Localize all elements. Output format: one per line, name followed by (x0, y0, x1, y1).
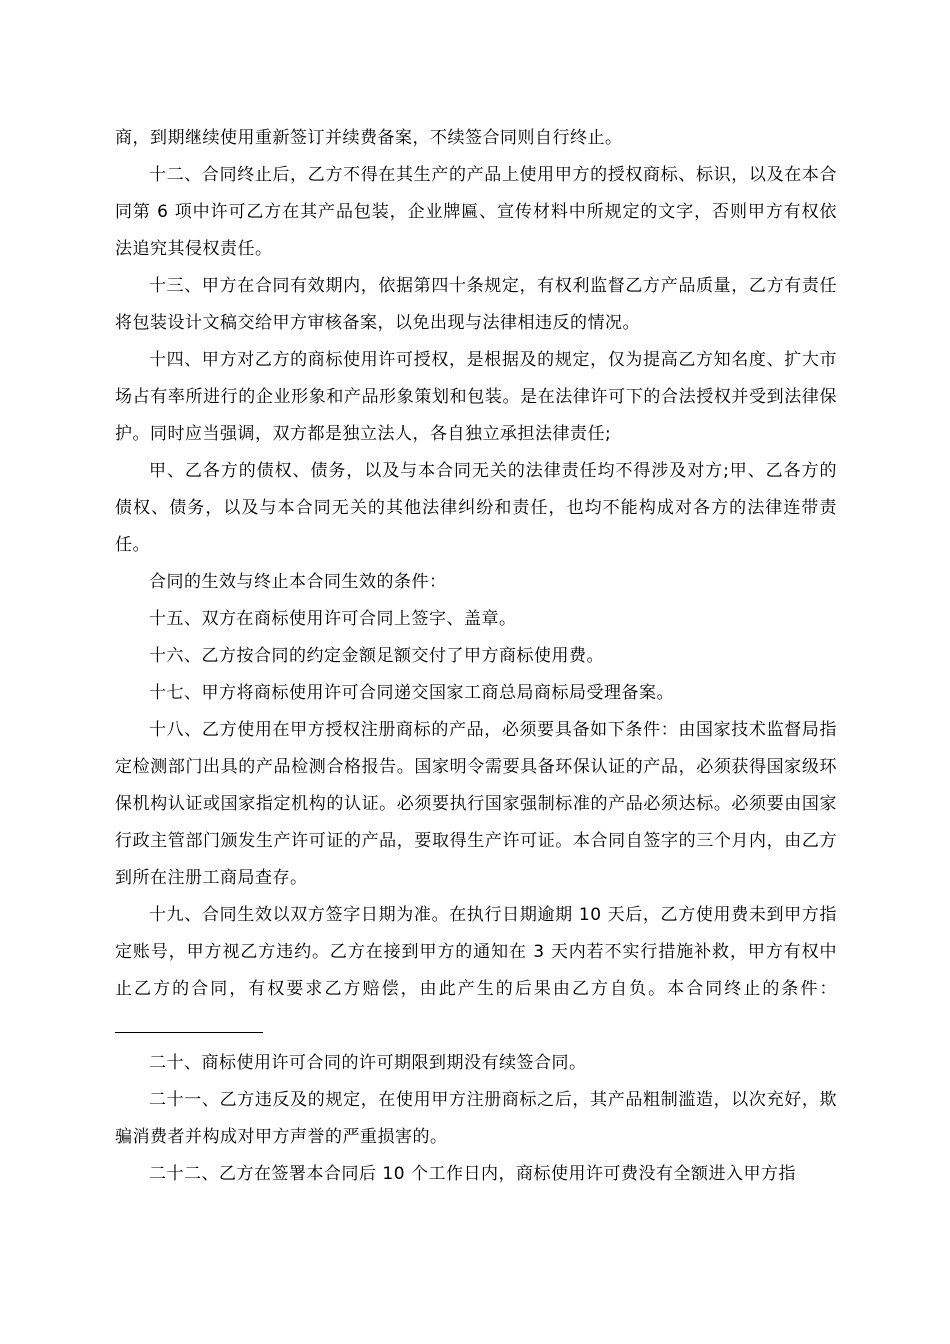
paragraph: 二十二、乙方在签署本合同后 10 个工作日内，商标使用许可费没有全额进入甲方指 (149, 1164, 796, 1184)
paragraph: 十八、乙方使用在甲方授权注册商标的产品，必须要具备如下条件：由国家技术监督局指定检测部门出具的产品检测合格报告。国家明令需要具备环保认证的产品，必须获得国家级环保机构认证或国家指定机构的认证。必须要执行国家强制标准的产品必须达标。必须要由国家行政主管部门颁发生产许可证的产品，要取得生产许可证。本合同自签字的三个月内，由乙方到所在注册工商局查存。 (115, 720, 837, 888)
paragraph: 十三、甲方在合同有效期内，依据第四十条规定，有权利监督乙方产品质量，乙方有责任将包装设计文稿交给甲方审核备案，以免出现与法律相违反的情况。 (115, 276, 837, 333)
fill-in-blank[interactable] (115, 1012, 263, 1033)
paragraph: 十七、甲方将商标使用许可合同递交国家工商总局商标局受理备案。 (149, 683, 674, 703)
paragraph: 二十一、乙方违反及的规定，在使用甲方注册商标之后，其产品粗制滥造，以次充好，欺骗消费者并构成对甲方声誉的严重损害的。 (115, 1090, 837, 1147)
paragraph: 二十、商标使用许可合同的许可期限到期没有续签合同。 (149, 1053, 587, 1073)
paragraph-text: 十九、合同生效以双方签字日期为准。在执行日期逾期 10 天后，乙方使用费未到甲方指定账号，甲方视乙方违约。乙方在接到甲方的通知在 3 天内若不实行措施补救，甲方有权中止乙方的合同，有权要求乙方赔偿，由此产生的后果由乙方自负。本合同终止的条件： (115, 905, 837, 999)
document-body (115, 120, 837, 1193)
paragraph: 商，到期继续使用重新签订并续费备案，不续签合同则自行终止。 (115, 128, 623, 148)
paragraph-with-blank (115, 897, 837, 1045)
paragraph: 十五、双方在商标使用许可合同上签字、盖章。 (149, 609, 517, 629)
paragraph: 甲、乙各方的债权、债务，以及与本合同无关的法律责任均不得涉及对方;甲、乙各方的债权、债务，以及与本合同无关的其他法律纠纷和责任，也均不能构成对各方的法律连带责任。 (115, 461, 837, 555)
paragraph: 十二、合同终止后，乙方不得在其生产的产品上使用甲方的授权商标、标识，以及在本合同第 6 项中许可乙方在其产品包装，企业牌匾、宣传材料中所规定的文字，否则甲方有权依法追究其侵权责任。 (115, 165, 837, 259)
paragraph: 十四、甲方对乙方的商标使用许可授权，是根据及的规定，仅为提高乙方知名度、扩大市场占有率所进行的企业形象和产品形象策划和包装。是在法律许可下的合法授权并受到法律保护。同时应当强调，双方都是独立法人，各自独立承担法律责任; (115, 350, 837, 444)
paragraph: 十六、乙方按合同的约定金额足额交付了甲方商标使用费。 (149, 646, 604, 666)
paragraph: 合同的生效与终止本合同生效的条件： (149, 572, 447, 592)
